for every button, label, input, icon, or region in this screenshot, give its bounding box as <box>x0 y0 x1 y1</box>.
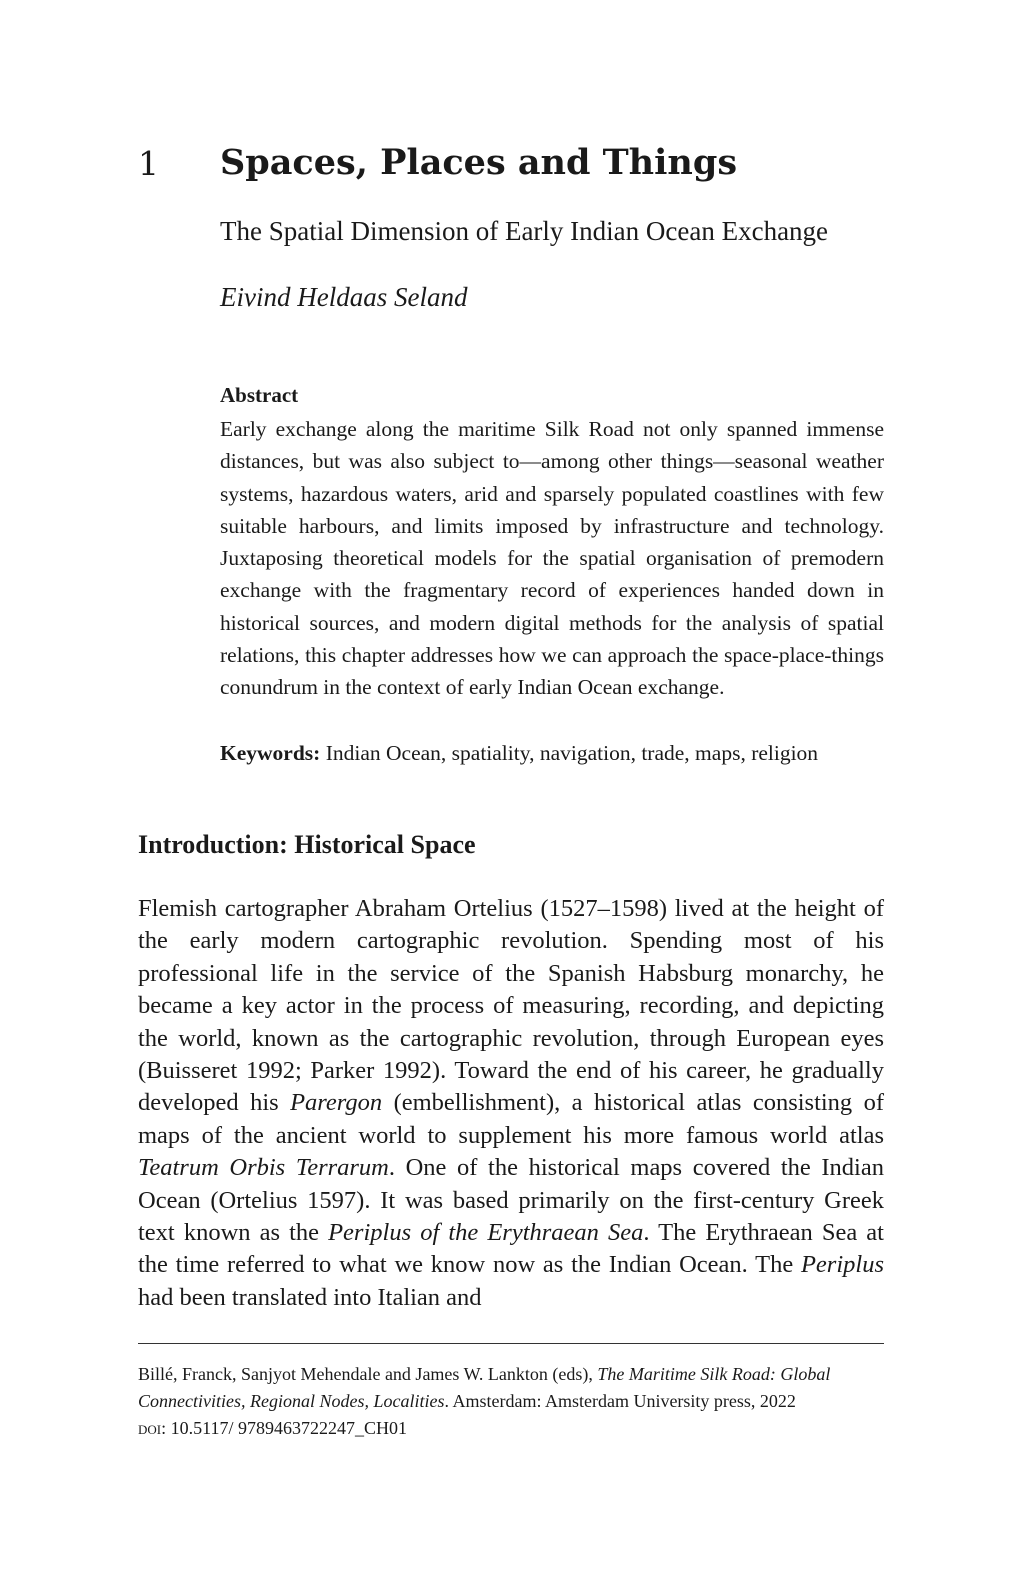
body-text-segment: . The Erythraean Sea at the time referred to what we know now as the Indian Ocean. The <box>138 1219 884 1279</box>
author-name: Eivind Heldaas Seland <box>220 282 468 312</box>
chapter-number: 1 <box>138 144 159 183</box>
abstract-heading: Abstract <box>220 383 299 407</box>
citation <box>138 1361 884 1442</box>
footnote-divider <box>138 1343 884 1344</box>
citation-line-3 <box>138 1415 884 1442</box>
body-text-segment: had been translated into Italian and <box>138 1283 482 1311</box>
keywords-label: Keywords: <box>220 740 321 765</box>
chapter-title: Spaces, Places and Things <box>220 142 738 183</box>
doi-value: : 10.5117/ 9789463722247_CH01 <box>161 1418 407 1438</box>
citation-book-title-cont: Connectivities, Regional Nodes, Localities <box>138 1391 445 1411</box>
italic-title: Periplus <box>800 1251 884 1279</box>
abstract-text: Early exchange along the maritime Silk Road not only spanned immense distances, but was also subject to—among other things—seasonal weather systems, hazardous waters, arid and sparsely populated coastlines with few suitable harbours, and limits imposed by infrastructure and technology. Juxtaposing theoretical models for the spatial organisation of premodern exchange with the fragmentary record of experiences handed down in historical sources, and modern digital methods for the analysis of spatial relations, this chapter addresses how we can approach the space-place-things conundrum in the context of early Indian Ocean exchange. <box>220 417 884 700</box>
body-paragraph <box>138 893 884 1314</box>
citation-publisher: . Amsterdam: Amsterdam University press, 2022 <box>444 1391 796 1411</box>
citation-line-1 <box>138 1361 884 1388</box>
chapter-subtitle: The Spatial Dimension of Early Indian Ocean Exchange <box>220 216 829 246</box>
italic-title: Periplus of the Erythraean Sea <box>328 1219 644 1247</box>
citation-authors: Billé, Franck, Sanjyot Mehendale and James W. Lankton (eds), <box>138 1364 598 1384</box>
keywords-list: Indian Ocean, spatiality, navigation, trade, maps, religion <box>325 740 819 765</box>
italic-title: Teatrum Orbis Terrarum <box>138 1154 389 1182</box>
body-text-segment: . One of the historical maps covered the Indian Ocean (Ortelius 1597). It was based primarily on the first-century Greek text known as the <box>138 1154 884 1247</box>
citation-book-title: The Maritime Silk Road: Global <box>597 1364 831 1384</box>
doi-label: doi <box>138 1418 162 1438</box>
citation-line-2 <box>138 1388 884 1415</box>
italic-title: Parergon <box>290 1089 383 1117</box>
keywords <box>220 738 884 768</box>
body-text-segment: (embellishment), a historical atlas consisting of maps of the ancient world to supplement his more famous world atlas <box>138 1089 884 1149</box>
section-heading: Introduction: Historical Space <box>138 830 476 859</box>
abstract <box>220 381 884 768</box>
body-text-segment: Flemish cartographer Abraham Ortelius (1527–1598) lived at the height of the early modern cartographic revolution. Spending most of his professional life in the service of the Spanish Habsburg monarchy, he became a key actor in the process of measuring, recording, and depicting the world, known as the cartographic revolution, through European eyes (Buisseret 1992; Parker 1992). Toward the end of his career, he gradually developed his <box>138 895 884 1117</box>
